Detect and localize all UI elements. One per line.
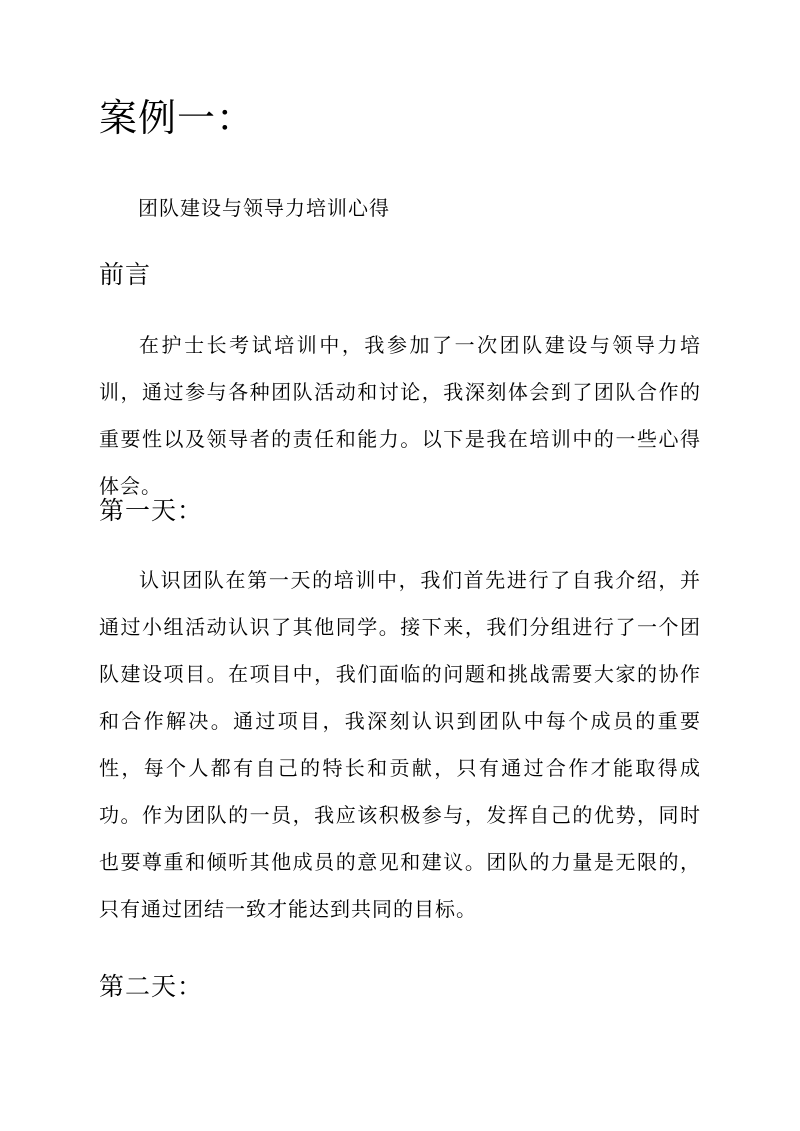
- section-heading-day-two: 第二天：: [99, 972, 204, 1001]
- document-title: 案例一：: [99, 96, 256, 140]
- document-subtitle: 团队建设与领导力培训心得: [138, 196, 390, 220]
- section-body-day-one: 认识团队在第一天的培训中，我们首先进行了自我介绍，并通过小组活动认识了其他同学。接下来，我们分组进行了一个团队建设项目。在项目中，我们面临的问题和挑战需要大家的协作和合作解决。通过项目，我深刻认识到团队中每个成员的重要性，每个人都有自己的特长和贡献，只有通过合作才能取得成功。作为团队的一员，我应该积极参与，发挥自己的优势，同时也要尊重和倾听其他成员的意见和建议。团队的力量是无限的，只有通过团结一致才能达到共同的目标。: [99, 568, 701, 921]
- section-heading-preface: 前言: [99, 260, 152, 289]
- section-heading-day-one: 第一天：: [99, 496, 204, 525]
- section-body-preface: 在护士长考试培训中，我参加了一次团队建设与领导力培训，通过参与各种团队活动和讨论，我深刻体会到了团队合作的重要性以及领导者的责任和能力。以下是我在培训中的一些心得体会。: [99, 333, 701, 498]
